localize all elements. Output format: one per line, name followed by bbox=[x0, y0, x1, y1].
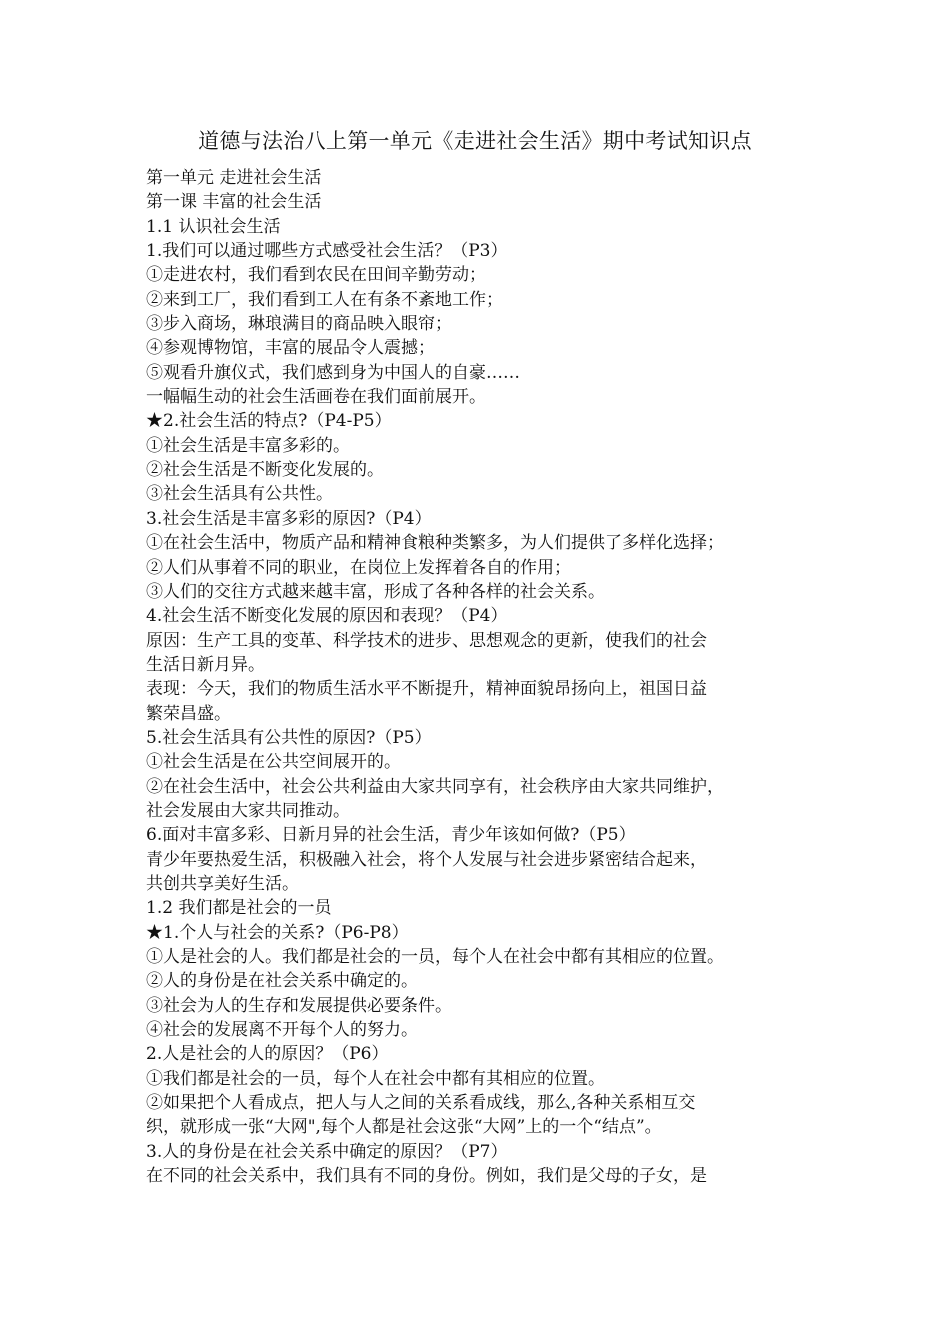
text-line: ①在社会生活中，物质产品和精神食粮种类繁多，为人们提供了多样化选择； bbox=[146, 533, 724, 554]
text-line: ②在社会生活中，社会公共利益由大家共同享有，社会秩序由大家共同维护， bbox=[146, 776, 724, 797]
text-line: ★1.个人与社会的关系?（P6-P8） bbox=[146, 922, 409, 943]
document-title: 道德与法治八上第一单元《走进社会生活》期中考试知识点 bbox=[198, 129, 752, 153]
text-line: ①人是社会的人。我们都是社会的一员，每个人在社会中都有其相应的位置。 bbox=[146, 947, 724, 967]
text-line: ★2.社会生活的特点?（P4-P5） bbox=[146, 411, 392, 432]
text-line: ⑤观看升旗仪式，我们感到身为中国人的自豪…… bbox=[146, 362, 520, 383]
text-line: ②来到工厂，我们看到工人在有条不紊地工作； bbox=[146, 289, 503, 310]
text-line: 第一单元 走进社会生活 bbox=[146, 168, 322, 188]
text-line: ②如果把个人看成点，把人与人之间的关系看成线，那么,各种关系相互交 bbox=[146, 1093, 696, 1114]
text-line: 青少年要热爱生活，积极融入社会，将个人发展与社会进步紧密结合起来， bbox=[146, 849, 707, 870]
text-line: ①社会生活是丰富多彩的。 bbox=[146, 435, 350, 456]
document-body bbox=[146, 166, 826, 1188]
text-line: 织，就形成一张“大网",每个人都是社会这张“大网”上的一个“结点”。 bbox=[146, 1117, 662, 1138]
text-line: 5.社会生活具有公共性的原因?（P5） bbox=[146, 727, 432, 748]
text-line: 在不同的社会关系中，我们具有不同的身份。例如，我们是父母的子女，是 bbox=[146, 1166, 707, 1187]
text-line: 生活日新月异。 bbox=[146, 654, 265, 675]
text-line: ①走进农村，我们看到农民在田间辛勤劳动； bbox=[146, 265, 486, 286]
text-line: 3.社会生活是丰富多彩的原因?（P4） bbox=[146, 508, 432, 529]
text-line: 6.面对丰富多彩、日新月异的社会生活，青少年该如何做?（P5） bbox=[146, 825, 636, 846]
text-line: 2.人是社会的人的原因？（P6） bbox=[146, 1044, 389, 1065]
text-line: 1.2 我们都是社会的一员 bbox=[146, 898, 332, 919]
text-line: ③步入商场，琳琅满目的商品映入眼帘； bbox=[146, 314, 452, 335]
text-line: ③社会为人的生存和发展提供必要条件。 bbox=[146, 995, 452, 1016]
text-line: ②社会生活是不断变化发展的。 bbox=[146, 460, 384, 481]
text-line: 繁荣昌盛。 bbox=[146, 703, 231, 724]
text-line: 共创共享美好生活。 bbox=[146, 873, 299, 894]
text-line: 4.社会生活不断变化发展的原因和表现？（P4） bbox=[146, 606, 508, 627]
text-line: 表现：今天，我们的物质生活水平不断提升，精神面貌昂扬向上，祖国日益 bbox=[146, 679, 707, 700]
text-line: ①社会生活是在公共空间展开的。 bbox=[146, 752, 401, 773]
text-line: 社会发展由大家共同推动。 bbox=[146, 800, 350, 821]
text-line: ④参观博物馆，丰富的展品令人震撼； bbox=[146, 338, 435, 359]
text-line: 1.1 认识社会生活 bbox=[146, 216, 281, 237]
text-line: ②人的身份是在社会关系中确定的。 bbox=[146, 971, 418, 992]
text-line: ②人们从事着不同的职业，在岗位上发挥着各自的作用； bbox=[146, 557, 571, 578]
text-line: 第一课 丰富的社会生活 bbox=[146, 192, 322, 213]
text-line: 3.人的身份是在社会关系中确定的原因？（P7） bbox=[146, 1141, 508, 1162]
text-line: 原因：生产工具的变革、科学技术的进步、思想观念的更新，使我们的社会 bbox=[146, 630, 707, 651]
text-line: ④社会的发展离不开每个人的努力。 bbox=[146, 1020, 418, 1041]
text-line: ③社会生活具有公共性。 bbox=[146, 484, 333, 505]
text-line: ①我们都是社会的一员，每个人在社会中都有其相应的位置。 bbox=[146, 1068, 605, 1089]
text-line: ③人们的交往方式越来越丰富，形成了各种各样的社会关系。 bbox=[146, 581, 605, 602]
text-line: 1.我们可以通过哪些方式感受社会生活？（P3） bbox=[146, 241, 508, 262]
text-line: 一幅幅生动的社会生活画卷在我们面前展开。 bbox=[146, 387, 486, 408]
